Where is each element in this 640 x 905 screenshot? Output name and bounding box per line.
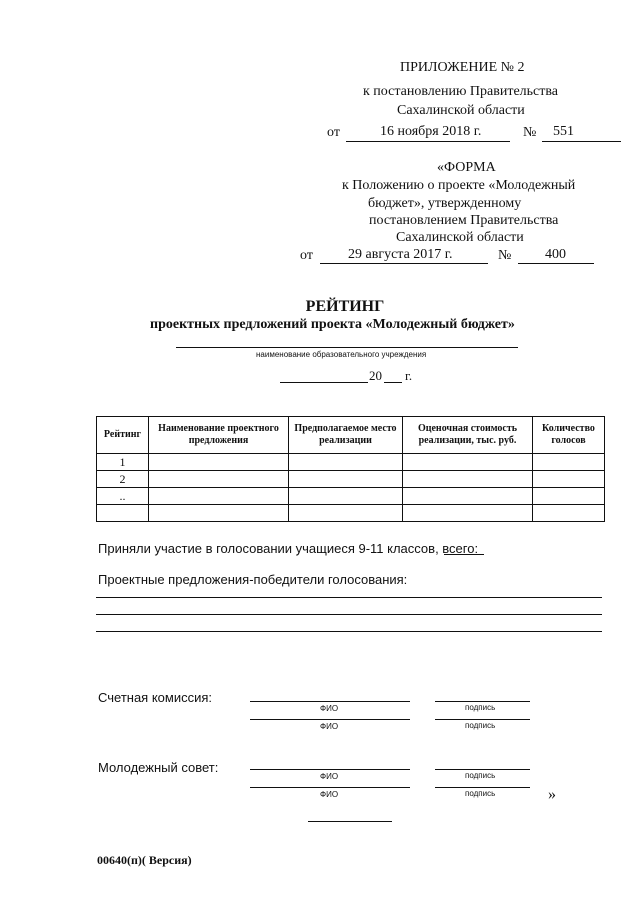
- table-cell: [97, 505, 149, 522]
- council-fio-line-2: [250, 787, 410, 788]
- table-cell: [289, 471, 403, 488]
- column-header-estimated-cost: Оценочная стоимость реализации, тыс. руб.: [403, 417, 533, 454]
- commission-fio-line-1: [250, 701, 410, 702]
- table-row: [97, 454, 605, 471]
- participation-total-line: [444, 554, 484, 555]
- column-header-rating: Рейтинг: [97, 417, 149, 454]
- table-header-row: [97, 417, 605, 454]
- institution-line: [176, 347, 518, 348]
- table-cell: [149, 471, 289, 488]
- form-ref-line-4: Сахалинской области: [396, 230, 524, 245]
- winners-line-1: [96, 597, 602, 598]
- form-ref-line-2: бюджет», утвержденному: [368, 196, 522, 211]
- council-signature-line-1: [435, 769, 530, 770]
- table-cell: [403, 471, 533, 488]
- commission-signature-line-2: [435, 719, 530, 720]
- table-cell: [403, 505, 533, 522]
- winners-line-2: [96, 614, 602, 615]
- form-ref-number-line: [518, 263, 594, 264]
- council-signature-caption-1: подпись: [465, 771, 496, 780]
- appendix-number-label: №: [523, 125, 537, 140]
- institution-caption: наименование образовательного учреждения: [256, 350, 427, 359]
- appendix-line-2: Сахалинской области: [397, 103, 525, 118]
- winners-text: Проектные предложения-победители голосования:: [98, 572, 408, 587]
- form-ref-line-3: постановлением Правительства: [369, 213, 559, 228]
- year-text: 20: [369, 368, 382, 383]
- table-cell: [289, 454, 403, 471]
- commission-fio-caption-1: ФИО: [320, 704, 339, 713]
- rating-table: [96, 416, 605, 522]
- table-cell: 2: [97, 471, 149, 488]
- column-header-votes: Количество голосов: [533, 417, 605, 454]
- form-ref-number: 400: [545, 247, 566, 262]
- table-cell: ..: [97, 488, 149, 505]
- table-cell: [149, 454, 289, 471]
- commission-fio-line-2: [250, 719, 410, 720]
- commission-signature-line-1: [435, 701, 530, 702]
- commission-signature-caption-2: подпись: [465, 721, 496, 730]
- form-ref-line-1: к Положению о проекте «Молодежный: [342, 178, 576, 193]
- table-cell: [149, 488, 289, 505]
- table-cell: [289, 505, 403, 522]
- table-cell: 1: [97, 454, 149, 471]
- council-fio-line-1: [250, 769, 410, 770]
- year-digits-line: [384, 382, 402, 383]
- table-row: [97, 488, 605, 505]
- document-subtitle: проектных предложений проекта «Молодежный бюджет»: [150, 317, 515, 332]
- table-row: [97, 505, 605, 522]
- table-cell: [149, 505, 289, 522]
- table-cell: [289, 488, 403, 505]
- council-fio-caption-2: ФИО: [320, 790, 339, 799]
- table-cell: [533, 488, 605, 505]
- table-row: [97, 471, 605, 488]
- council-label: Молодежный совет:: [98, 760, 219, 775]
- winners-line-3: [96, 631, 602, 632]
- footer-code: 00640(п)( Версия): [97, 853, 192, 867]
- closing-quote: »: [548, 786, 556, 803]
- document-title: РЕЙТИНГ: [305, 298, 385, 315]
- appendix-date: 16 ноября 2018 г.: [380, 124, 482, 139]
- table-cell: [533, 454, 605, 471]
- appendix-number: 551: [553, 124, 574, 139]
- year-date-line: [280, 382, 368, 383]
- appendix-date-line: [346, 141, 510, 142]
- council-signature-line-2: [435, 787, 530, 788]
- appendix-title: ПРИЛОЖЕНИЕ № 2: [400, 60, 525, 75]
- commission-label: Счетная комиссия:: [98, 690, 213, 705]
- council-fio-caption-1: ФИО: [320, 772, 339, 781]
- column-header-location: Предполагаемое место реализации: [289, 417, 403, 454]
- year-suffix: г.: [405, 368, 413, 383]
- form-ref-from-label: от: [300, 248, 313, 263]
- commission-fio-caption-2: ФИО: [320, 722, 339, 731]
- form-ref-number-label: №: [498, 248, 512, 263]
- appendix-from-label: от: [327, 125, 340, 140]
- table-cell: [533, 505, 605, 522]
- form-ref-date-line: [320, 263, 488, 264]
- council-signature-caption-2: подпись: [465, 789, 496, 798]
- participation-text: Приняли участие в голосовании учащиеся 9-11 классов, всего:: [98, 541, 479, 556]
- form-ref-date: 29 августа 2017 г.: [348, 247, 453, 262]
- commission-signature-caption-1: подпись: [465, 703, 496, 712]
- column-header-proposal-name: Наименование проектного предложения: [149, 417, 289, 454]
- form-ref-title: «ФОРМА: [437, 160, 496, 175]
- table-cell: [533, 471, 605, 488]
- table-cell: [403, 454, 533, 471]
- appendix-line-1: к постановлению Правительства: [363, 84, 559, 99]
- appendix-number-line: [542, 141, 621, 142]
- bottom-separator-line: [308, 821, 392, 822]
- table-cell: [403, 488, 533, 505]
